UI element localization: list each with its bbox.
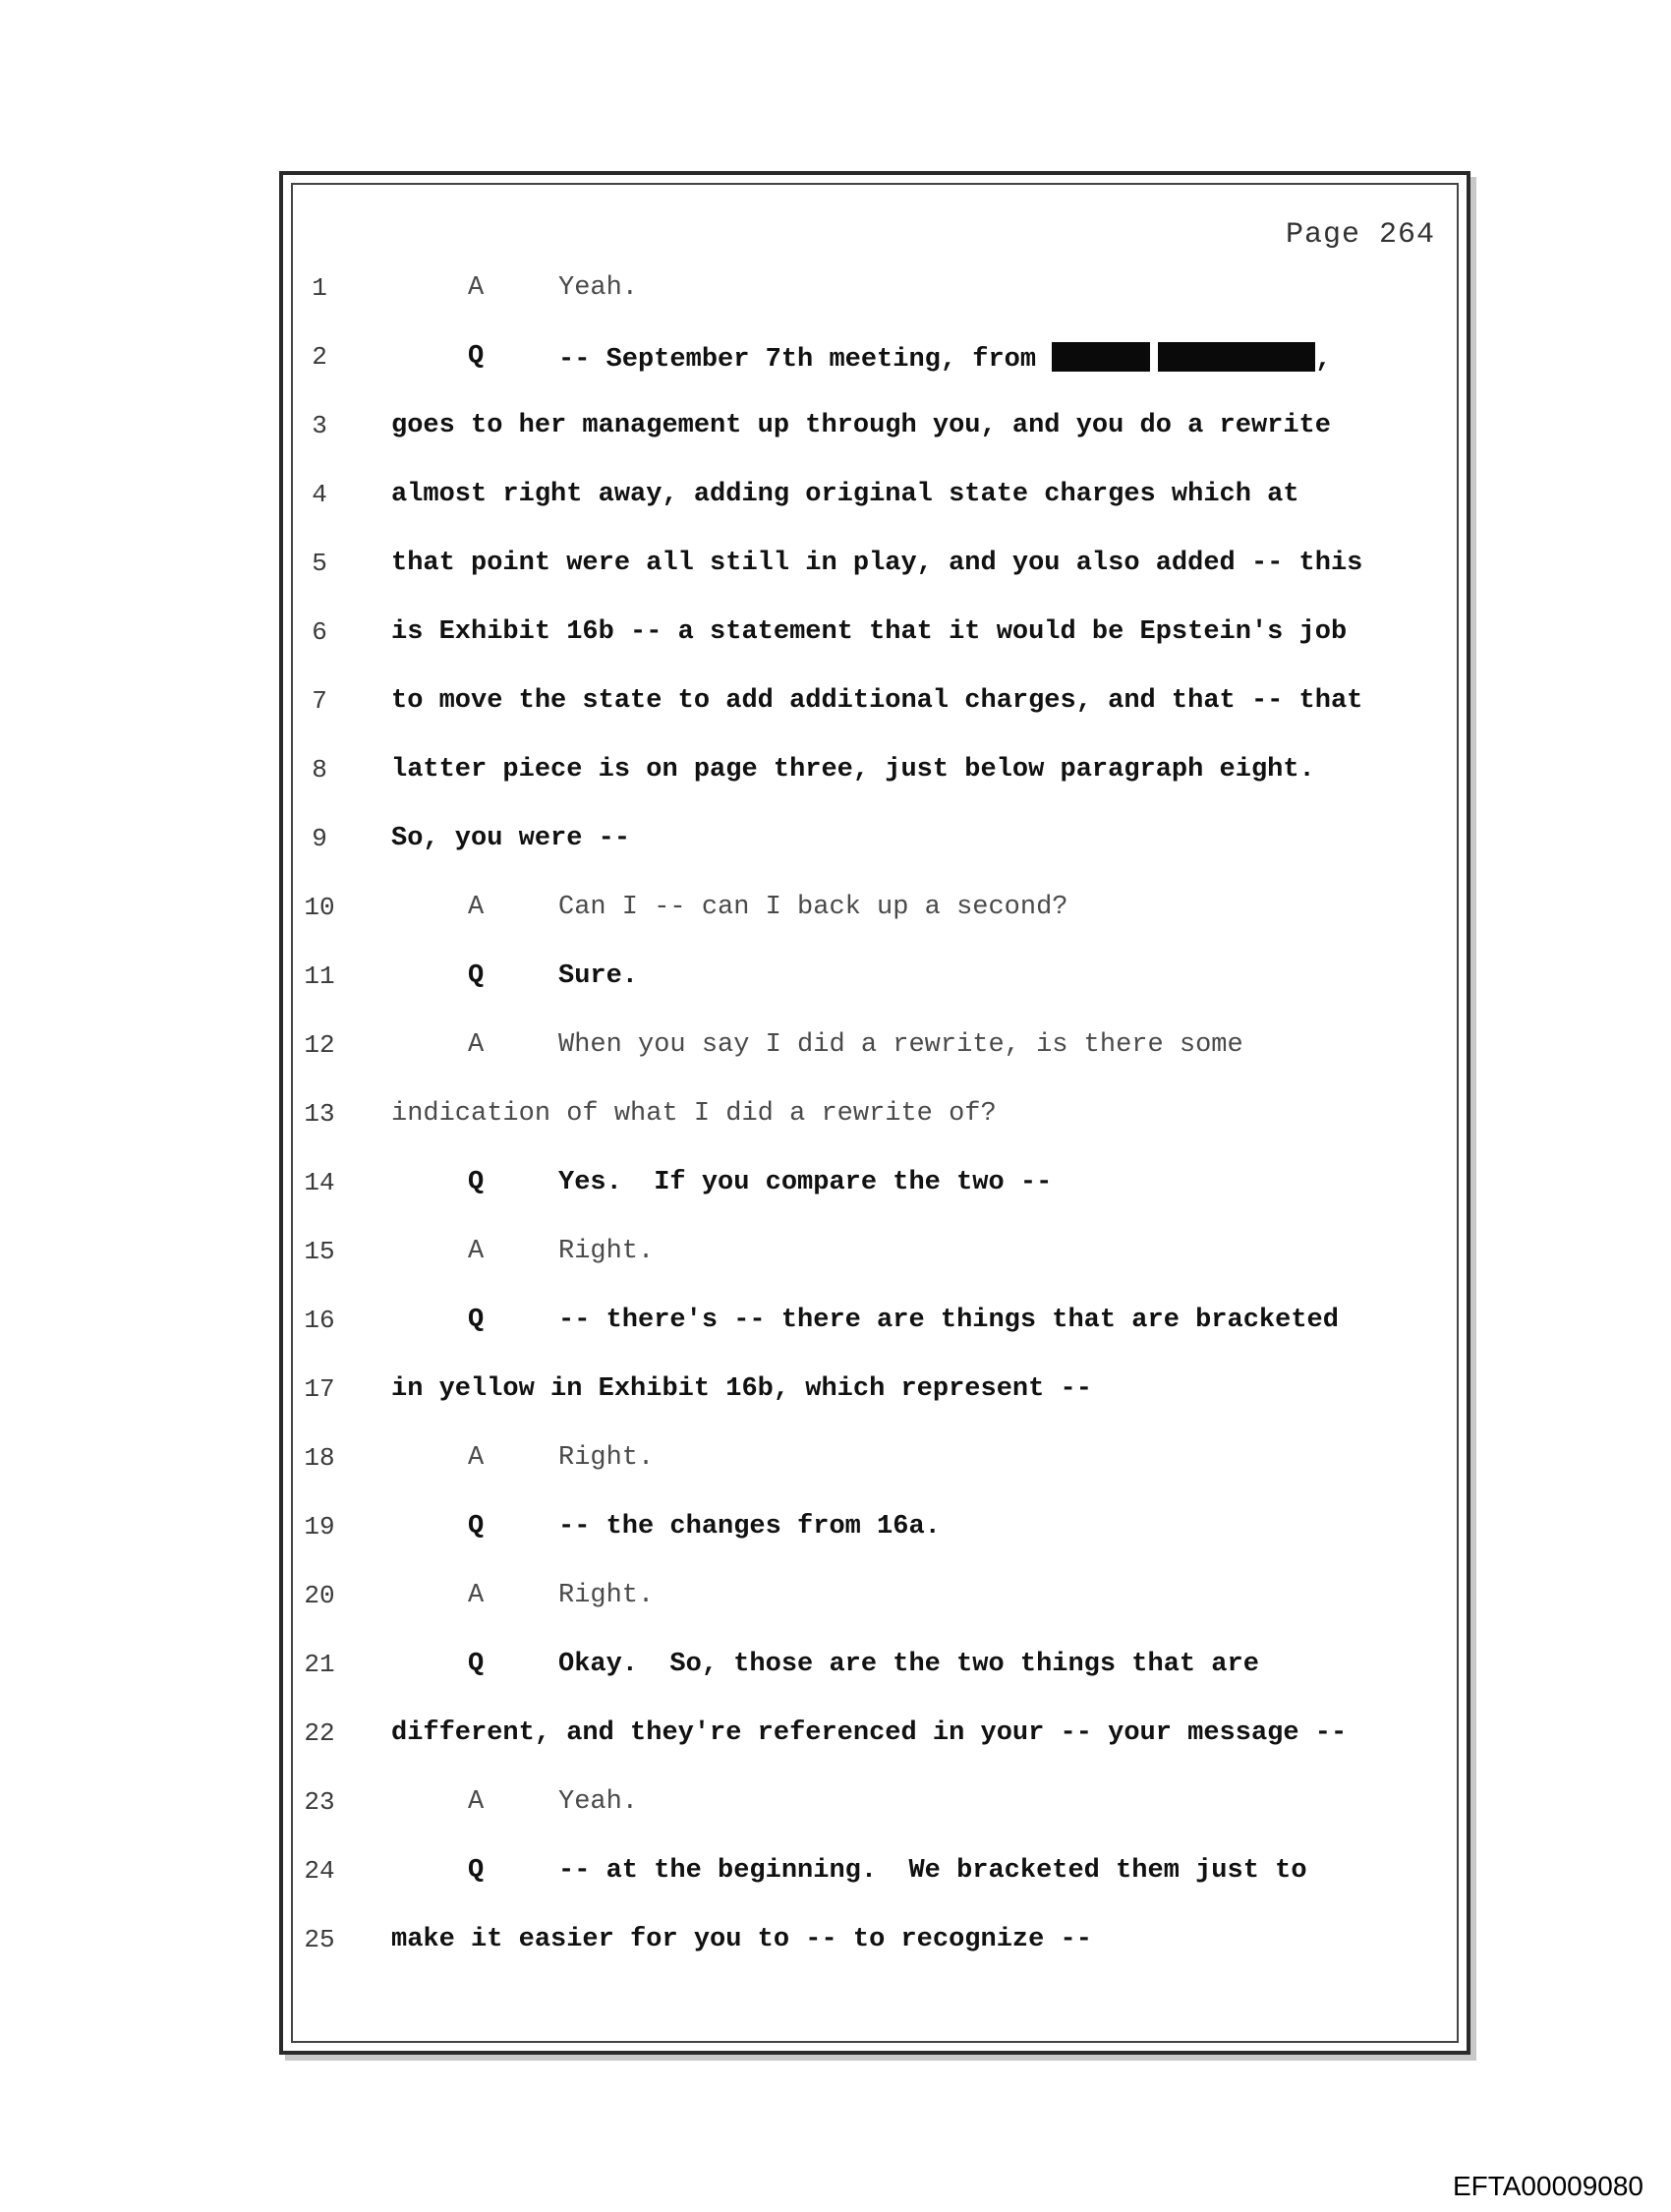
line-text: When you say I did a rewrite, is there some <box>558 1030 1243 1060</box>
line-text: indication of what I did a rewrite of? <box>391 1099 997 1129</box>
speaker-label: A <box>468 1030 485 1060</box>
line-number: 16 <box>304 1306 335 1335</box>
line-number: 20 <box>304 1581 335 1610</box>
line-number: 1 <box>312 273 327 303</box>
speaker-label: A <box>468 893 485 922</box>
transcript-line <box>283 751 1467 790</box>
line-text: -- there's -- there are things that are bracketed <box>558 1306 1339 1335</box>
transcript-line <box>283 1783 1467 1823</box>
line-text: is Exhibit 16b -- a statement that it would be Epstein's job <box>391 617 1348 647</box>
page-number-header: Page 264 <box>1285 218 1435 252</box>
transcript-line <box>283 1508 1467 1547</box>
line-text: So, you were -- <box>391 824 631 853</box>
transcript-line <box>283 1302 1467 1341</box>
line-text: in yellow in Exhibit 16b, which represent -- <box>391 1374 1092 1404</box>
transcript-page-frame <box>279 171 1470 2055</box>
line-number: 18 <box>304 1443 335 1473</box>
speaker-label: A <box>468 1581 485 1610</box>
redaction-block <box>1158 342 1315 372</box>
transcript-line <box>283 1370 1467 1410</box>
transcript-line <box>283 1439 1467 1479</box>
line-number: 9 <box>312 824 327 853</box>
line-number: 17 <box>304 1374 335 1404</box>
line-number: 6 <box>312 617 327 647</box>
line-number: 15 <box>304 1237 335 1266</box>
line-text-suffix: , <box>1315 345 1332 375</box>
speaker-label: Q <box>468 1856 485 1886</box>
speaker-label: Q <box>468 1168 485 1197</box>
line-number: 12 <box>304 1030 335 1060</box>
transcript-line <box>283 407 1467 446</box>
line-text-with-redaction <box>558 342 1332 375</box>
line-number: 7 <box>312 686 327 716</box>
transcript-line <box>283 1715 1467 1754</box>
line-text: Yes. If you compare the two -- <box>558 1168 1053 1197</box>
transcript-line <box>283 338 1467 378</box>
line-text: goes to her management up through you, and you do a rewrite <box>391 411 1331 440</box>
transcript-line <box>283 1921 1467 1960</box>
speaker-label: A <box>468 273 485 303</box>
speaker-label: Q <box>468 961 485 991</box>
line-text: to move the state to add additional charges, and that -- that <box>391 686 1363 716</box>
transcript-line <box>283 545 1467 584</box>
transcript-line <box>283 1577 1467 1616</box>
line-number: 13 <box>304 1099 335 1129</box>
transcript-line <box>283 1026 1467 1066</box>
line-number: 21 <box>304 1650 335 1679</box>
line-text: Yeah. <box>558 273 639 303</box>
line-text: Right. <box>558 1581 655 1610</box>
line-text: Okay. So, those are the two things that are <box>558 1650 1259 1679</box>
line-number: 22 <box>304 1718 335 1748</box>
speaker-label: A <box>468 1787 485 1817</box>
line-text: -- September 7th meeting, from <box>558 345 1037 375</box>
speaker-label: Q <box>468 1306 485 1335</box>
transcript-line <box>283 1233 1467 1272</box>
document-id-footer: EFTA00009080 <box>1452 2171 1643 2201</box>
line-number: 8 <box>312 755 327 785</box>
line-number: 10 <box>304 893 335 922</box>
transcript-line <box>283 1164 1467 1203</box>
transcript-line <box>283 1646 1467 1685</box>
line-text: Can I -- can I back up a second? <box>558 893 1068 922</box>
redaction-block <box>1052 342 1150 372</box>
line-text: Sure. <box>558 961 639 991</box>
speaker-label: A <box>468 1237 485 1266</box>
line-number: 2 <box>312 342 327 372</box>
line-number: 25 <box>304 1925 335 1954</box>
line-number: 14 <box>304 1168 335 1197</box>
line-number: 23 <box>304 1787 335 1817</box>
line-text: Right. <box>558 1237 655 1266</box>
transcript-line <box>283 1095 1467 1135</box>
transcript-line <box>283 476 1467 515</box>
line-text: latter piece is on page three, just below paragraph eight. <box>391 755 1315 785</box>
transcript-line <box>283 958 1467 997</box>
line-text: Right. <box>558 1443 655 1473</box>
line-text: -- at the beginning. We bracketed them just to <box>558 1856 1307 1886</box>
speaker-label: A <box>468 1443 485 1473</box>
line-text: different, and they're referenced in your -- your message -- <box>391 1718 1348 1748</box>
line-text: make it easier for you to -- to recognize -- <box>391 1925 1092 1954</box>
speaker-label: Q <box>468 1512 485 1542</box>
transcript-line <box>283 682 1467 722</box>
line-number: 11 <box>304 961 335 991</box>
line-number: 4 <box>312 480 327 509</box>
line-text: Yeah. <box>558 1787 639 1817</box>
line-number: 24 <box>304 1856 335 1886</box>
line-number: 19 <box>304 1512 335 1542</box>
line-text: that point were all still in play, and you also added -- this <box>391 549 1363 578</box>
transcript-line <box>283 269 1467 309</box>
transcript-line <box>283 1852 1467 1892</box>
line-number: 3 <box>312 411 327 440</box>
line-text: almost right away, adding original state charges which at <box>391 480 1299 509</box>
speaker-label: Q <box>468 342 485 372</box>
line-text: -- the changes from 16a. <box>558 1512 941 1542</box>
transcript-line <box>283 820 1467 859</box>
speaker-label: Q <box>468 1650 485 1679</box>
transcript-line <box>283 889 1467 928</box>
line-number: 5 <box>312 549 327 578</box>
transcript-line <box>283 613 1467 653</box>
